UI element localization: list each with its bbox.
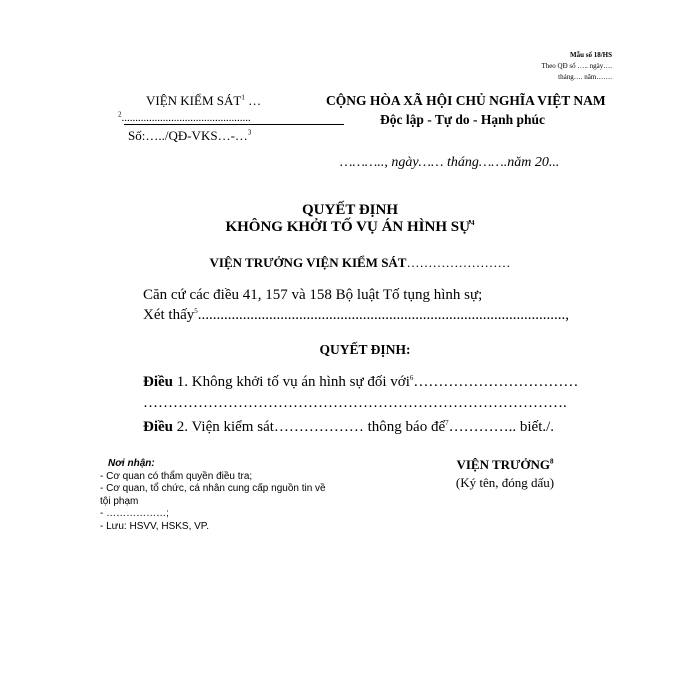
authority-line (0, 255, 700, 271)
article-1-continuation: …………………………………………………………………………. (143, 395, 567, 411)
footnote-5: 5 (194, 307, 198, 315)
issuer-org-trail: … (248, 93, 262, 108)
basis-label: Xét thấy (143, 307, 195, 323)
article-2 (143, 419, 554, 436)
article-1-label: Điều (143, 374, 173, 390)
issuer-org (146, 93, 261, 109)
decide-heading: QUYẾT ĐỊNH: (319, 342, 411, 357)
authority-label: VIỆN TRƯỞNG VIỆN KIỂM SÁT (209, 255, 407, 270)
footnote-7: 7 (445, 419, 449, 427)
issuer-sub-org (118, 112, 251, 124)
document-subtitle-text: KHÔNG KHỞI TỐ VỤ ÁN HÌNH SỰ (225, 219, 472, 235)
basis-dots: .................................................................................................., (197, 307, 569, 323)
authority-dots: …………………… (406, 255, 511, 270)
document-title: QUYẾT ĐỊNH (302, 202, 398, 218)
nation-name: CỘNG HÒA XÃ HỘI CHỦ NGHĨA VIỆT NAM (326, 93, 606, 108)
recipient-item: - Cơ quan có thẩm quyền điều tra; (100, 470, 253, 482)
footnote-4: 4 (471, 219, 475, 227)
footnote-2: 2 (118, 110, 122, 119)
form-code (541, 50, 612, 83)
article-1-dots: …………………………… (413, 374, 579, 390)
article-1 (143, 374, 578, 391)
form-code-number: Mẫu số 18/HS (569, 51, 612, 59)
nation-motto: Độc lập - Tự do - Hạnh phúc (380, 112, 546, 127)
issuer-org-name: VIỆN KIỂM SÁT (146, 93, 242, 108)
document-number (128, 128, 251, 144)
article-2-text-a: 2. Viện kiểm sát……………… thông báo để (173, 419, 446, 435)
issuer-sub-dots: ............................................... (121, 112, 251, 124)
signature-title-text: VIỆN TRƯỞNG (456, 457, 551, 472)
footnote-3: 3 (247, 128, 252, 137)
form-code-decision: Theo QĐ số ….. ngày…. (541, 62, 612, 70)
document-subtitle (0, 219, 700, 236)
signature-instruction: (Ký tên, đóng dấu) (455, 475, 555, 490)
date-line: ……….., ngày…… tháng…….năm 20... (340, 155, 560, 170)
document-number-text: Số:…../QĐ-VKS…-… (128, 128, 248, 143)
signature-title (440, 457, 570, 473)
recipients-block (100, 458, 326, 533)
recipient-item: tội phạm (100, 495, 139, 507)
footnote-1: 1 (241, 93, 245, 102)
footnote-8: 8 (550, 457, 554, 466)
form-code-date: tháng…. năm……. (558, 73, 612, 81)
recipients-heading: Nơi nhận: (108, 458, 155, 469)
recipient-item: - Cơ quan, tổ chức, cá nhân cung cấp nguồn tin về (100, 483, 326, 494)
recipient-item: - Lưu: HSVV, HSKS, VP. (100, 520, 209, 532)
article-1-text: 1. Không khởi tố vụ án hình sự đối với (173, 374, 410, 390)
footnote-6: 6 (409, 374, 414, 382)
recipient-item: - ………………; (100, 508, 169, 519)
issuer-underline (124, 124, 344, 125)
article-2-text-b: ………….. biết./. (448, 419, 555, 435)
basis-line-2 (143, 307, 569, 324)
basis-line-1: Căn cứ các điều 41, 157 và 158 Bộ luật Tố tụng hình sự; (143, 287, 483, 303)
article-2-label: Điều (143, 419, 173, 435)
